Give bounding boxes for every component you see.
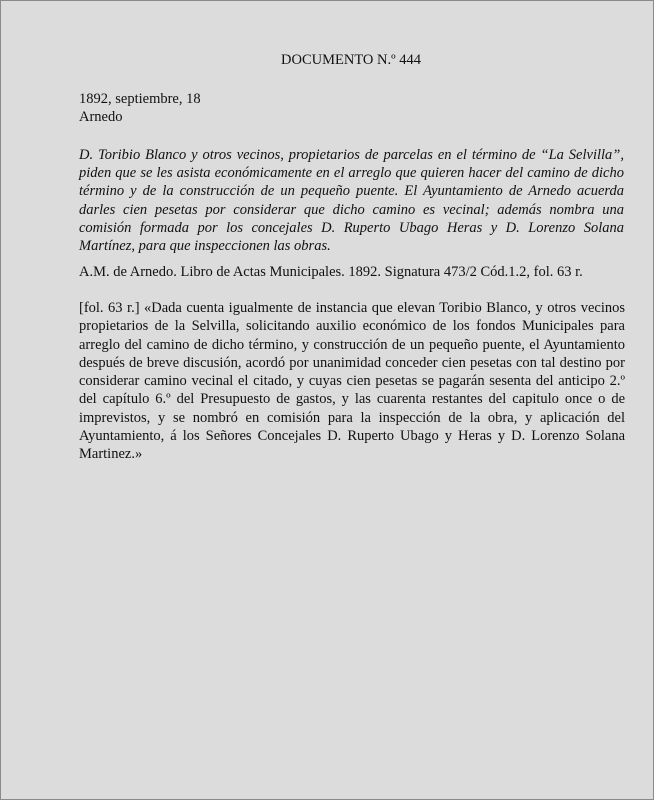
document-summary: D. Toribio Blanco y otros vecinos, propietarios de parcelas en el término de “La Selvilla”, piden que se les asista económicamente en el arreglo que quieren hacer del camino de dicho término y de la construcción de un pequeño puente. El Ayuntamiento de Arnedo acuerda darles cien pesetas por considerar que dicho camino es vecinal; además nombra una comisión formada por los concejales D. Ruperto Ubago Heras y D. Lorenzo Solana Martínez, para que inspeccionen las obras. <box>79 147 624 255</box>
document-source: A.M. de Arnedo. Libro de Actas Municipales. 1892. Signatura 473/2 Cód.1.2, fol. 63 r. <box>79 264 583 280</box>
document-title: DOCUMENTO N.º 444 <box>281 52 421 68</box>
document-place: Arnedo <box>79 109 123 125</box>
document-body: [fol. 63 r.] «Dada cuenta igualmente de instancia que elevan Toribio Blanco, y otros vecinos propietarios de la Selvilla, solicitando auxilio económico de los fondos Municipales para arreglo del camino de dicho término, y construcción de un pequeño puente, el Ayuntamiento después de breve discusión, acordó por unanimidad conceder cien pesetas con tal destino por considerar camino vecinal el citado, y cuyas cien pesetas se pagarán sesenta del anticipo 2.º del capítulo 6.º del Presupuesto de gastos, y las cuarenta restantes del capitulo once o de imprevistos, y se nombró en comisión para la inspección de la obra, y aplicación del Ayuntamiento, á los Señores Concejales D. Ruperto Ubago y Heras y D. Lorenzo Solana Martinez.» <box>79 300 625 462</box>
document-date: 1892, septiembre, 18 <box>79 91 201 107</box>
